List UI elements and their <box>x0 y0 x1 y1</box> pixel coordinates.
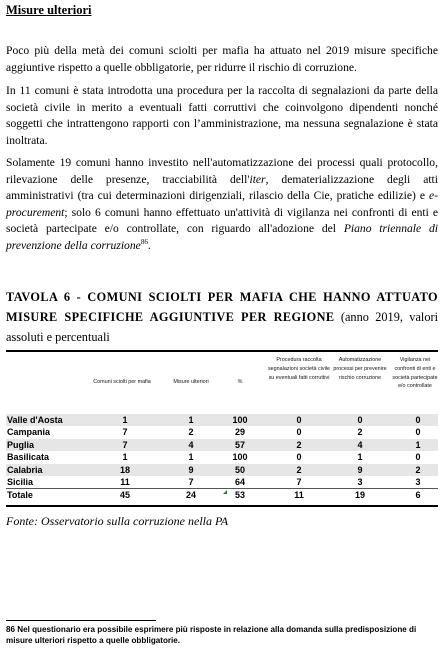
cell-vigilanza: 1 <box>415 439 421 450</box>
cell-misure: 4 <box>188 439 194 450</box>
region-name: Campania <box>7 427 51 438</box>
table-caption-subtitle: (anno 2019, valori assoluti e percentuali <box>6 310 438 344</box>
footnote-separator <box>6 620 156 621</box>
paragraph-3-text-c: , dematerializzazione degli atti amministrativi (tra cui determinazioni dirigenziali, rilascio della Cie, pratiche edilizie) e <box>6 172 438 202</box>
cell-misure: 9 <box>188 464 194 475</box>
table-caption <box>6 287 438 347</box>
region-name: Sicilia <box>7 476 34 487</box>
region-name: Puglia <box>7 439 35 450</box>
header-comuni: Comuni sciolti per mafia <box>93 379 151 385</box>
cell-automatizzazione: 3 <box>357 476 363 487</box>
table-caption-title: TAVOLA 6 - COMUNI SCIOLTI PER MAFIA CHE HANNO ATTUATO MISURE SPECIFICHE AGGIUNTIVE PER REGIONE <box>6 290 438 324</box>
paragraph-3-text-g: . <box>147 238 151 252</box>
table-source: Fonte: Osservatorio sulla corruzione nella PA <box>6 514 229 528</box>
cell-percent: 50 <box>234 464 245 475</box>
table-row <box>6 464 438 476</box>
cell-vigilanza: 2 <box>415 464 421 475</box>
cell-misure: 7 <box>188 476 194 487</box>
cell-vigilanza: 3 <box>415 476 421 487</box>
cell-comuni: 1 <box>122 452 128 463</box>
cell-misure: 1 <box>188 452 194 463</box>
cell-procedura: 11 <box>294 490 304 501</box>
paragraph-3-eprocurement: e-procurement <box>6 189 438 219</box>
cell-comuni: 7 <box>122 427 128 438</box>
cell-automatizzazione: 2 <box>357 427 363 438</box>
table-row <box>6 476 438 488</box>
table-row <box>6 414 438 426</box>
paragraph-3-text-a: Solamente 19 comuni hanno investito nell'automatizzazione dei processi quali protocollo, rilevazione delle presenze, tracciabilità dell' <box>6 156 438 186</box>
region-name: Valle d'Aosta <box>7 415 63 425</box>
region-name: Totale <box>7 490 33 501</box>
cell-automatizzazione: 9 <box>357 464 363 475</box>
cell-procedura: 0 <box>296 427 302 438</box>
cell-vigilanza: 0 <box>415 452 421 463</box>
cell-percent: 29 <box>234 427 245 438</box>
cell-procedura: 0 <box>296 415 302 425</box>
paragraph-1: Poco più della metà dei comuni sciolti per mafia ha attuato nel 2019 misure specifiche aggiuntive rispetto a quelle obbligatorie, per ridurre il rischio di corruzione. <box>6 44 438 74</box>
cell-percent: 100 <box>232 452 248 463</box>
paragraph-3-piano: Piano triennale di prevenzione della corruzione <box>6 222 438 252</box>
table-row <box>6 451 438 463</box>
paragraph-2: In 11 comuni è stata introdotta una procedura per la raccolta di segnalazioni da parte della società civile in merito a eventuali fatti corruttivi che coinvolgono dipendenti nonché soggetti che intrattengono rapporti con l’amministrazione, ma nessuna segnalazione è stata inoltrata. <box>6 84 438 147</box>
cell-misure: 1 <box>188 415 194 425</box>
cell-percent: 100 <box>232 415 248 425</box>
cell-misure: 2 <box>188 427 194 438</box>
header-vigilanza: Vigilanza nei confronti di enti e società partecipate e/o controllate <box>392 357 438 390</box>
cell-procedura: 0 <box>296 452 302 463</box>
cell-comuni: 45 <box>119 490 130 501</box>
cell-procedura: 2 <box>296 439 302 450</box>
cell-percent: 57 <box>234 439 245 450</box>
paragraph-3-text-e: ; solo 6 comuni hanno effettuato un'attività di vigilanza nei confronti di enti e società partecipate e/o controllate, con riguardo all'adozione del <box>6 205 438 235</box>
table-row <box>6 439 438 451</box>
region-name: Calabria <box>7 464 43 475</box>
cell-automatizzazione: 19 <box>354 490 365 501</box>
table-body <box>6 414 438 502</box>
cell-comuni: 1 <box>122 415 128 425</box>
cell-misure: 24 <box>185 490 196 501</box>
cell-comuni: 11 <box>120 476 130 487</box>
footnote-ref[interactable]: 86 <box>140 237 148 246</box>
paragraph-3-iter: iter <box>249 172 266 186</box>
cell-comuni: 7 <box>122 439 128 450</box>
cell-comment-marker-icon <box>223 490 227 494</box>
cell-percent: 64 <box>234 476 245 487</box>
cell-vigilanza: 0 <box>415 427 421 438</box>
header-automatizzazione: Automatizzazione processi per prevenire rischio corruzione <box>333 357 387 381</box>
cell-comuni: 18 <box>119 464 130 475</box>
cell-vigilanza: 6 <box>415 490 421 501</box>
section-heading: Misure ulteriori <box>6 3 92 17</box>
cell-percent: 53 <box>234 490 245 501</box>
region-name: Basilicata <box>7 452 50 463</box>
cell-procedura: 2 <box>296 464 302 475</box>
paragraph-3 <box>6 155 438 254</box>
table-row <box>6 426 438 438</box>
data-table <box>6 350 438 507</box>
table-row-total <box>6 488 438 501</box>
table-top-rule <box>6 350 438 352</box>
table-bottom-rule <box>6 505 438 507</box>
cell-automatizzazione: 0 <box>357 415 363 425</box>
header-percent: % <box>237 379 243 385</box>
header-procedura: Procedura raccolta segnalazioni società civile su eventuali fatti corruttivi <box>267 357 331 381</box>
cell-automatizzazione: 1 <box>357 452 363 463</box>
cell-automatizzazione: 4 <box>357 439 363 450</box>
header-misure: Misure ulteriori <box>173 379 209 385</box>
cell-procedura: 7 <box>296 476 302 487</box>
footnote-86: 86 Nel questionario era possibile esprimere più risposte in relazione alla domanda sulla predisposizione di misure ulteriori rispetto a quelle obbligatorie. <box>6 625 417 645</box>
cell-vigilanza: 0 <box>415 415 421 425</box>
